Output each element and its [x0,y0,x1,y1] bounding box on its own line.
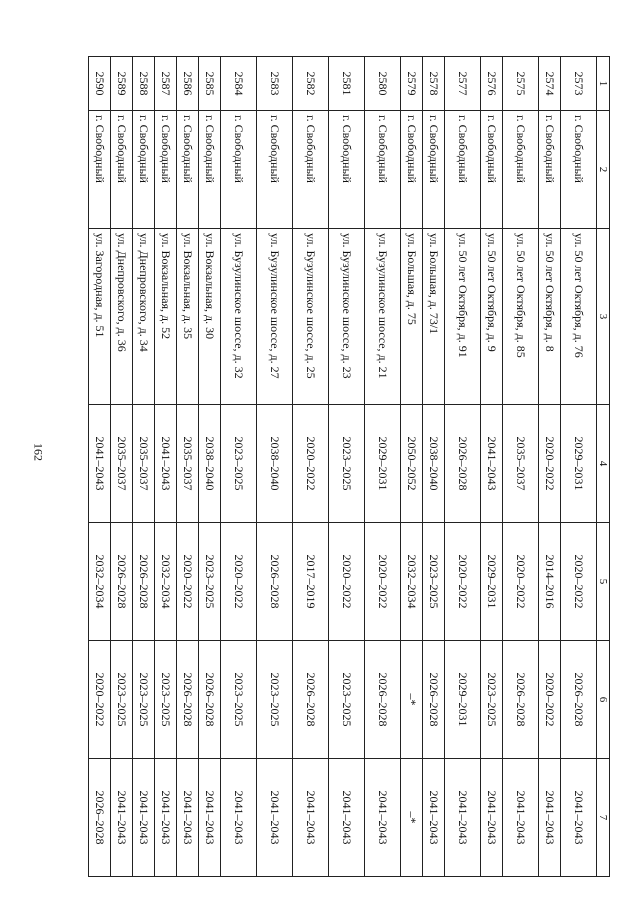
column-header: 2 [597,111,610,229]
year-range-cell: 2026–2028 [561,641,597,759]
settlement-cell: г. Свободный [221,111,257,229]
settlement-cell: г. Свободный [133,111,155,229]
year-range-cell: 2020–2022 [561,523,597,641]
year-range-cell: 2041–2043 [257,759,293,877]
year-range-cell: 2026–2028 [365,641,401,759]
year-range-cell: 2023–2025 [221,641,257,759]
row-number-cell: 2581 [329,57,365,111]
address-cell: ул. Загородная, д. 51 [89,229,111,405]
column-header: 4 [597,405,610,523]
table-row [155,57,177,877]
column-header: 6 [597,641,610,759]
year-range-cell: 2041–2043 [89,405,111,523]
year-range-cell: 2020–2022 [539,641,561,759]
settlement-cell: г. Свободный [155,111,177,229]
row-number-cell: 2585 [199,57,221,111]
row-number-cell: 2583 [257,57,293,111]
year-range-cell: –* [401,759,423,877]
row-number-cell: 2587 [155,57,177,111]
year-range-cell: 2041–2043 [221,759,257,877]
year-range-cell: 2032–2034 [155,523,177,641]
year-range-cell: 2038–2040 [423,405,445,523]
year-range-cell: 2026–2028 [133,523,155,641]
year-range-cell: 2041–2043 [177,759,199,877]
settlement-cell: г. Свободный [199,111,221,229]
year-range-cell: 2029–2031 [481,523,503,641]
table-row [503,57,539,877]
year-range-cell: 2023–2025 [257,641,293,759]
table-row [365,57,401,877]
table-row [111,57,133,877]
year-range-cell: 2026–2028 [423,641,445,759]
address-cell: ул. Бузулинское шоссе, д. 27 [257,229,293,405]
settlement-cell: г. Свободный [445,111,481,229]
address-cell: ул. 50 лет Октября, д. 9 [481,229,503,405]
year-range-cell: 2041–2043 [445,759,481,877]
year-range-cell: 2041–2043 [481,759,503,877]
table-row [423,57,445,877]
address-cell: ул. Бузулинское шоссе, д. 25 [293,229,329,405]
settlement-cell: г. Свободный [293,111,329,229]
year-range-cell: 2026–2028 [199,641,221,759]
address-cell: ул. Вокзальная, д. 30 [199,229,221,405]
row-number-cell: 2575 [503,57,539,111]
settlement-cell: г. Свободный [423,111,445,229]
year-range-cell: –* [401,641,423,759]
year-range-cell: 2023–2025 [329,405,365,523]
header-row [597,57,610,877]
settlement-cell: г. Свободный [111,111,133,229]
row-number-cell: 2590 [89,57,111,111]
settlement-cell: г. Свободный [481,111,503,229]
settlement-cell: г. Свободный [177,111,199,229]
year-range-cell: 2041–2043 [155,405,177,523]
year-range-cell: 2014–2016 [539,523,561,641]
year-range-cell: 2020–2022 [539,405,561,523]
year-range-cell: 2020–2022 [177,523,199,641]
address-cell: ул. Бузулинское шоссе, д. 32 [221,229,257,405]
year-range-cell: 2023–2025 [155,641,177,759]
table-row [481,57,503,877]
table-row [445,57,481,877]
year-range-cell: 2041–2043 [561,759,597,877]
settlement-cell: г. Свободный [89,111,111,229]
year-range-cell: 2035–2037 [111,405,133,523]
table-row [293,57,329,877]
table-row [89,57,111,877]
year-range-cell: 2032–2034 [89,523,111,641]
year-range-cell: 2041–2043 [365,759,401,877]
address-cell: ул. Бузулинское шоссе, д. 21 [365,229,401,405]
address-cell: ул. Большая, д. 75 [401,229,423,405]
table-row [221,57,257,877]
year-range-cell: 2026–2028 [89,759,111,877]
address-cell: ул. Бузулинское шоссе, д. 23 [329,229,365,405]
year-range-cell: 2041–2043 [423,759,445,877]
row-number-cell: 2586 [177,57,199,111]
address-cell: ул. Вокзальная, д. 35 [177,229,199,405]
table-row [199,57,221,877]
settlement-cell: г. Свободный [329,111,365,229]
row-number-cell: 2582 [293,57,329,111]
year-range-cell: 2020–2022 [503,523,539,641]
column-header: 3 [597,229,610,405]
year-range-cell: 2026–2028 [293,641,329,759]
year-range-cell: 2029–2031 [365,405,401,523]
year-range-cell: 2026–2028 [257,523,293,641]
year-range-cell: 2041–2043 [503,759,539,877]
settlement-cell: г. Свободный [503,111,539,229]
schedule-table [88,56,610,877]
row-number-cell: 2576 [481,57,503,111]
year-range-cell: 2041–2043 [539,759,561,877]
row-number-cell: 2580 [365,57,401,111]
settlement-cell: г. Свободный [365,111,401,229]
year-range-cell: 2023–2025 [221,405,257,523]
year-range-cell: 2023–2025 [423,523,445,641]
year-range-cell: 2041–2043 [199,759,221,877]
year-range-cell: 2029–2031 [445,641,481,759]
page-number: 162 [31,443,46,461]
rotated-table-container [88,56,610,876]
row-number-cell: 2577 [445,57,481,111]
year-range-cell: 2035–2037 [133,405,155,523]
address-cell: ул. 50 лет Октября, д. 91 [445,229,481,405]
year-range-cell: 2017–2019 [293,523,329,641]
year-range-cell: 2026–2028 [503,641,539,759]
year-range-cell: 2023–2025 [133,641,155,759]
row-number-cell: 2589 [111,57,133,111]
table-row [257,57,293,877]
year-range-cell: 2020–2022 [221,523,257,641]
year-range-cell: 2029–2031 [561,405,597,523]
year-range-cell: 2020–2022 [445,523,481,641]
table-row [539,57,561,877]
column-header: 1 [597,57,610,111]
year-range-cell: 2041–2043 [481,405,503,523]
year-range-cell: 2020–2022 [293,405,329,523]
column-header: 7 [597,759,610,877]
year-range-cell: 2020–2022 [329,523,365,641]
address-cell: ул. Вокзальная, д. 52 [155,229,177,405]
table-row [329,57,365,877]
year-range-cell: 2023–2025 [199,523,221,641]
table-row [133,57,155,877]
row-number-cell: 2578 [423,57,445,111]
row-number-cell: 2573 [561,57,597,111]
year-range-cell: 2023–2025 [481,641,503,759]
year-range-cell: 2041–2043 [111,759,133,877]
table-row [561,57,597,877]
settlement-cell: г. Свободный [539,111,561,229]
address-cell: ул. 50 лет Октября, д. 85 [503,229,539,405]
year-range-cell: 2023–2025 [329,641,365,759]
row-number-cell: 2579 [401,57,423,111]
address-cell: ул. 50 лет Октября, д. 8 [539,229,561,405]
address-cell: ул. 50 лет Октября, д. 76 [561,229,597,405]
settlement-cell: г. Свободный [401,111,423,229]
row-number-cell: 2584 [221,57,257,111]
year-range-cell: 2050–2052 [401,405,423,523]
table-row [177,57,199,877]
year-range-cell: 2041–2043 [155,759,177,877]
year-range-cell: 2038–2040 [199,405,221,523]
year-range-cell: 2041–2043 [133,759,155,877]
year-range-cell: 2041–2043 [293,759,329,877]
table-row [401,57,423,877]
year-range-cell: 2032–2034 [401,523,423,641]
year-range-cell: 2023–2025 [111,641,133,759]
address-cell: ул. Днепровского, д. 34 [133,229,155,405]
year-range-cell: 2038–2040 [257,405,293,523]
settlement-cell: г. Свободный [561,111,597,229]
year-range-cell: 2026–2028 [445,405,481,523]
year-range-cell: 2035–2037 [177,405,199,523]
settlement-cell: г. Свободный [257,111,293,229]
column-header: 5 [597,523,610,641]
row-number-cell: 2574 [539,57,561,111]
year-range-cell: 2026–2028 [111,523,133,641]
address-cell: ул. Большая, д. 73/1 [423,229,445,405]
year-range-cell: 2026–2028 [177,641,199,759]
year-range-cell: 2041–2043 [329,759,365,877]
year-range-cell: 2020–2022 [89,641,111,759]
row-number-cell: 2588 [133,57,155,111]
address-cell: ул. Днепровского, д. 36 [111,229,133,405]
year-range-cell: 2020–2022 [365,523,401,641]
year-range-cell: 2035–2037 [503,405,539,523]
